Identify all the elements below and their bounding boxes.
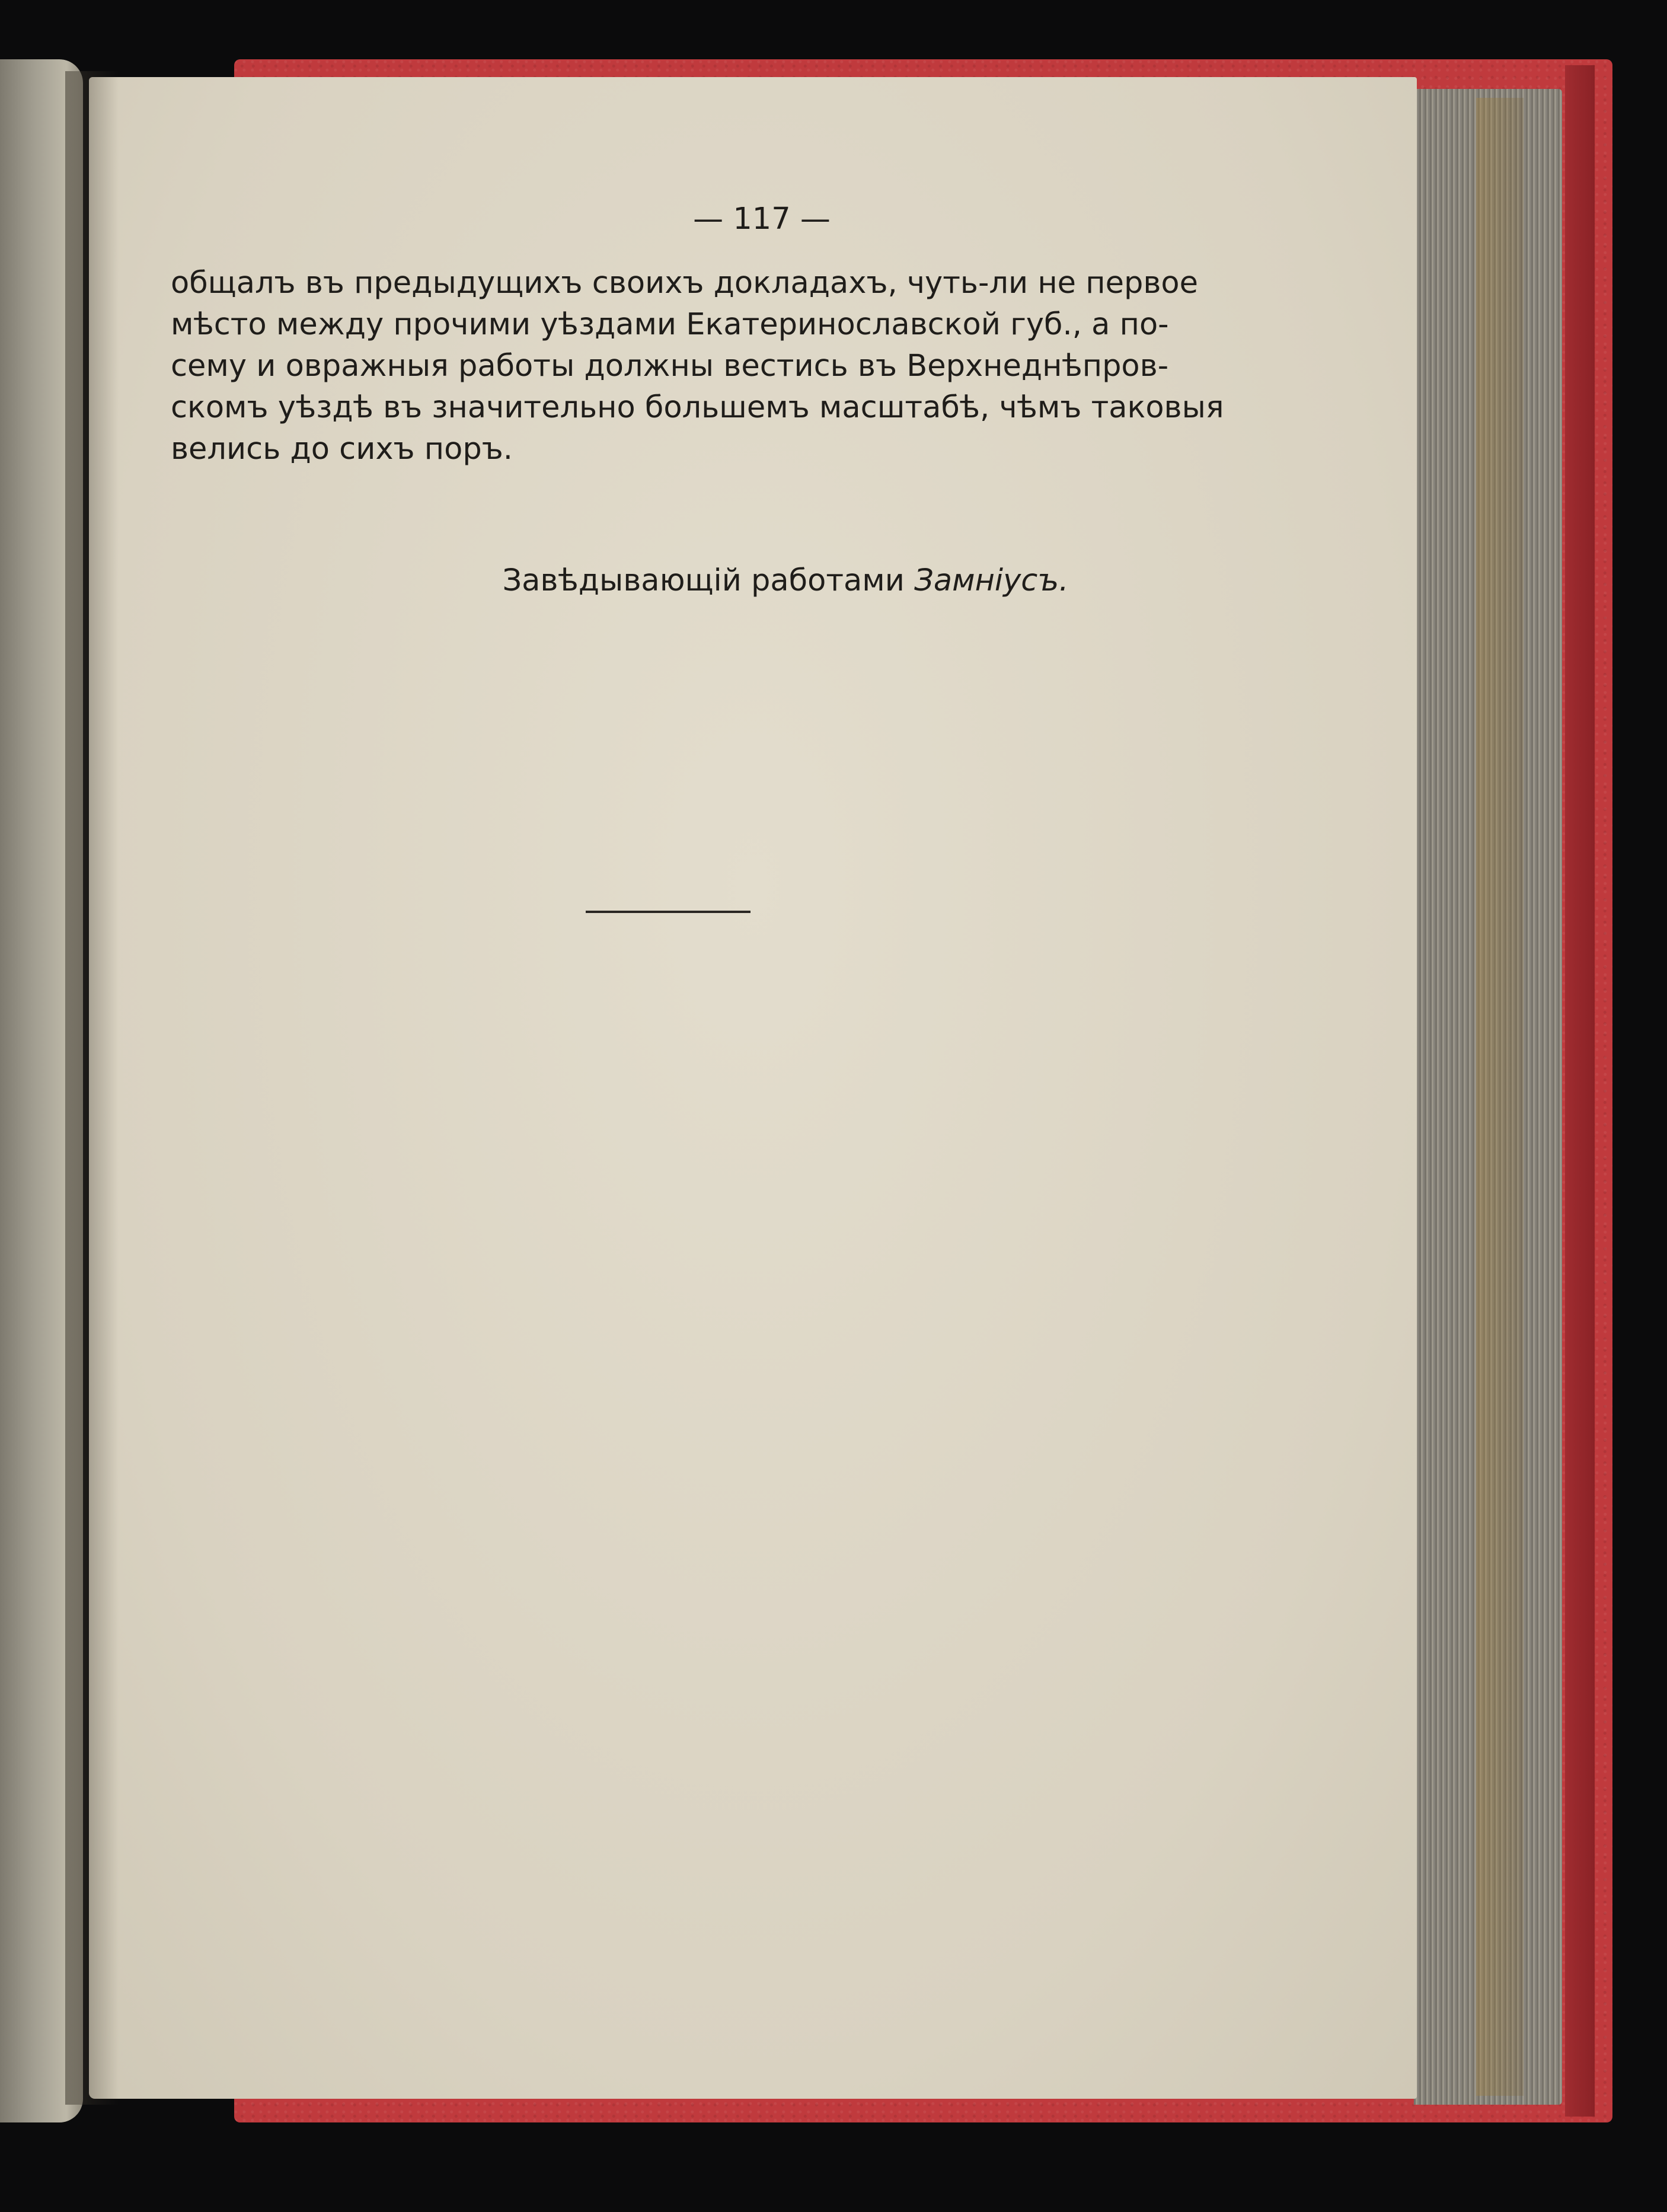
body-line: скомъ уѣздѣ въ значительно большемъ масштабѣ, чѣмъ таковыя (171, 390, 1224, 425)
body-line: общалъ въ предыдущихъ своихъ докладахъ, чуть-ли не первое (171, 266, 1199, 301)
body-line: велись до сихъ поръ. (171, 432, 513, 467)
page-number: — 117 — (693, 202, 831, 237)
signature-name: Замніусъ. (914, 563, 1069, 598)
body-line: мѣсто между прочими уѣздами Екатеринославской губ., а по- (171, 307, 1169, 342)
closing-rule (586, 911, 751, 913)
page-stack-tint (1476, 98, 1524, 2096)
cover-edge (1565, 65, 1595, 2117)
body-line: сему и овражныя работы должны вестись въ Верхнеднѣпров- (171, 349, 1169, 384)
signature-title: Завѣдывающій работами (502, 563, 905, 598)
page-gutter-shadow (65, 71, 119, 2105)
book-page (89, 77, 1417, 2099)
signature (459, 563, 1112, 598)
